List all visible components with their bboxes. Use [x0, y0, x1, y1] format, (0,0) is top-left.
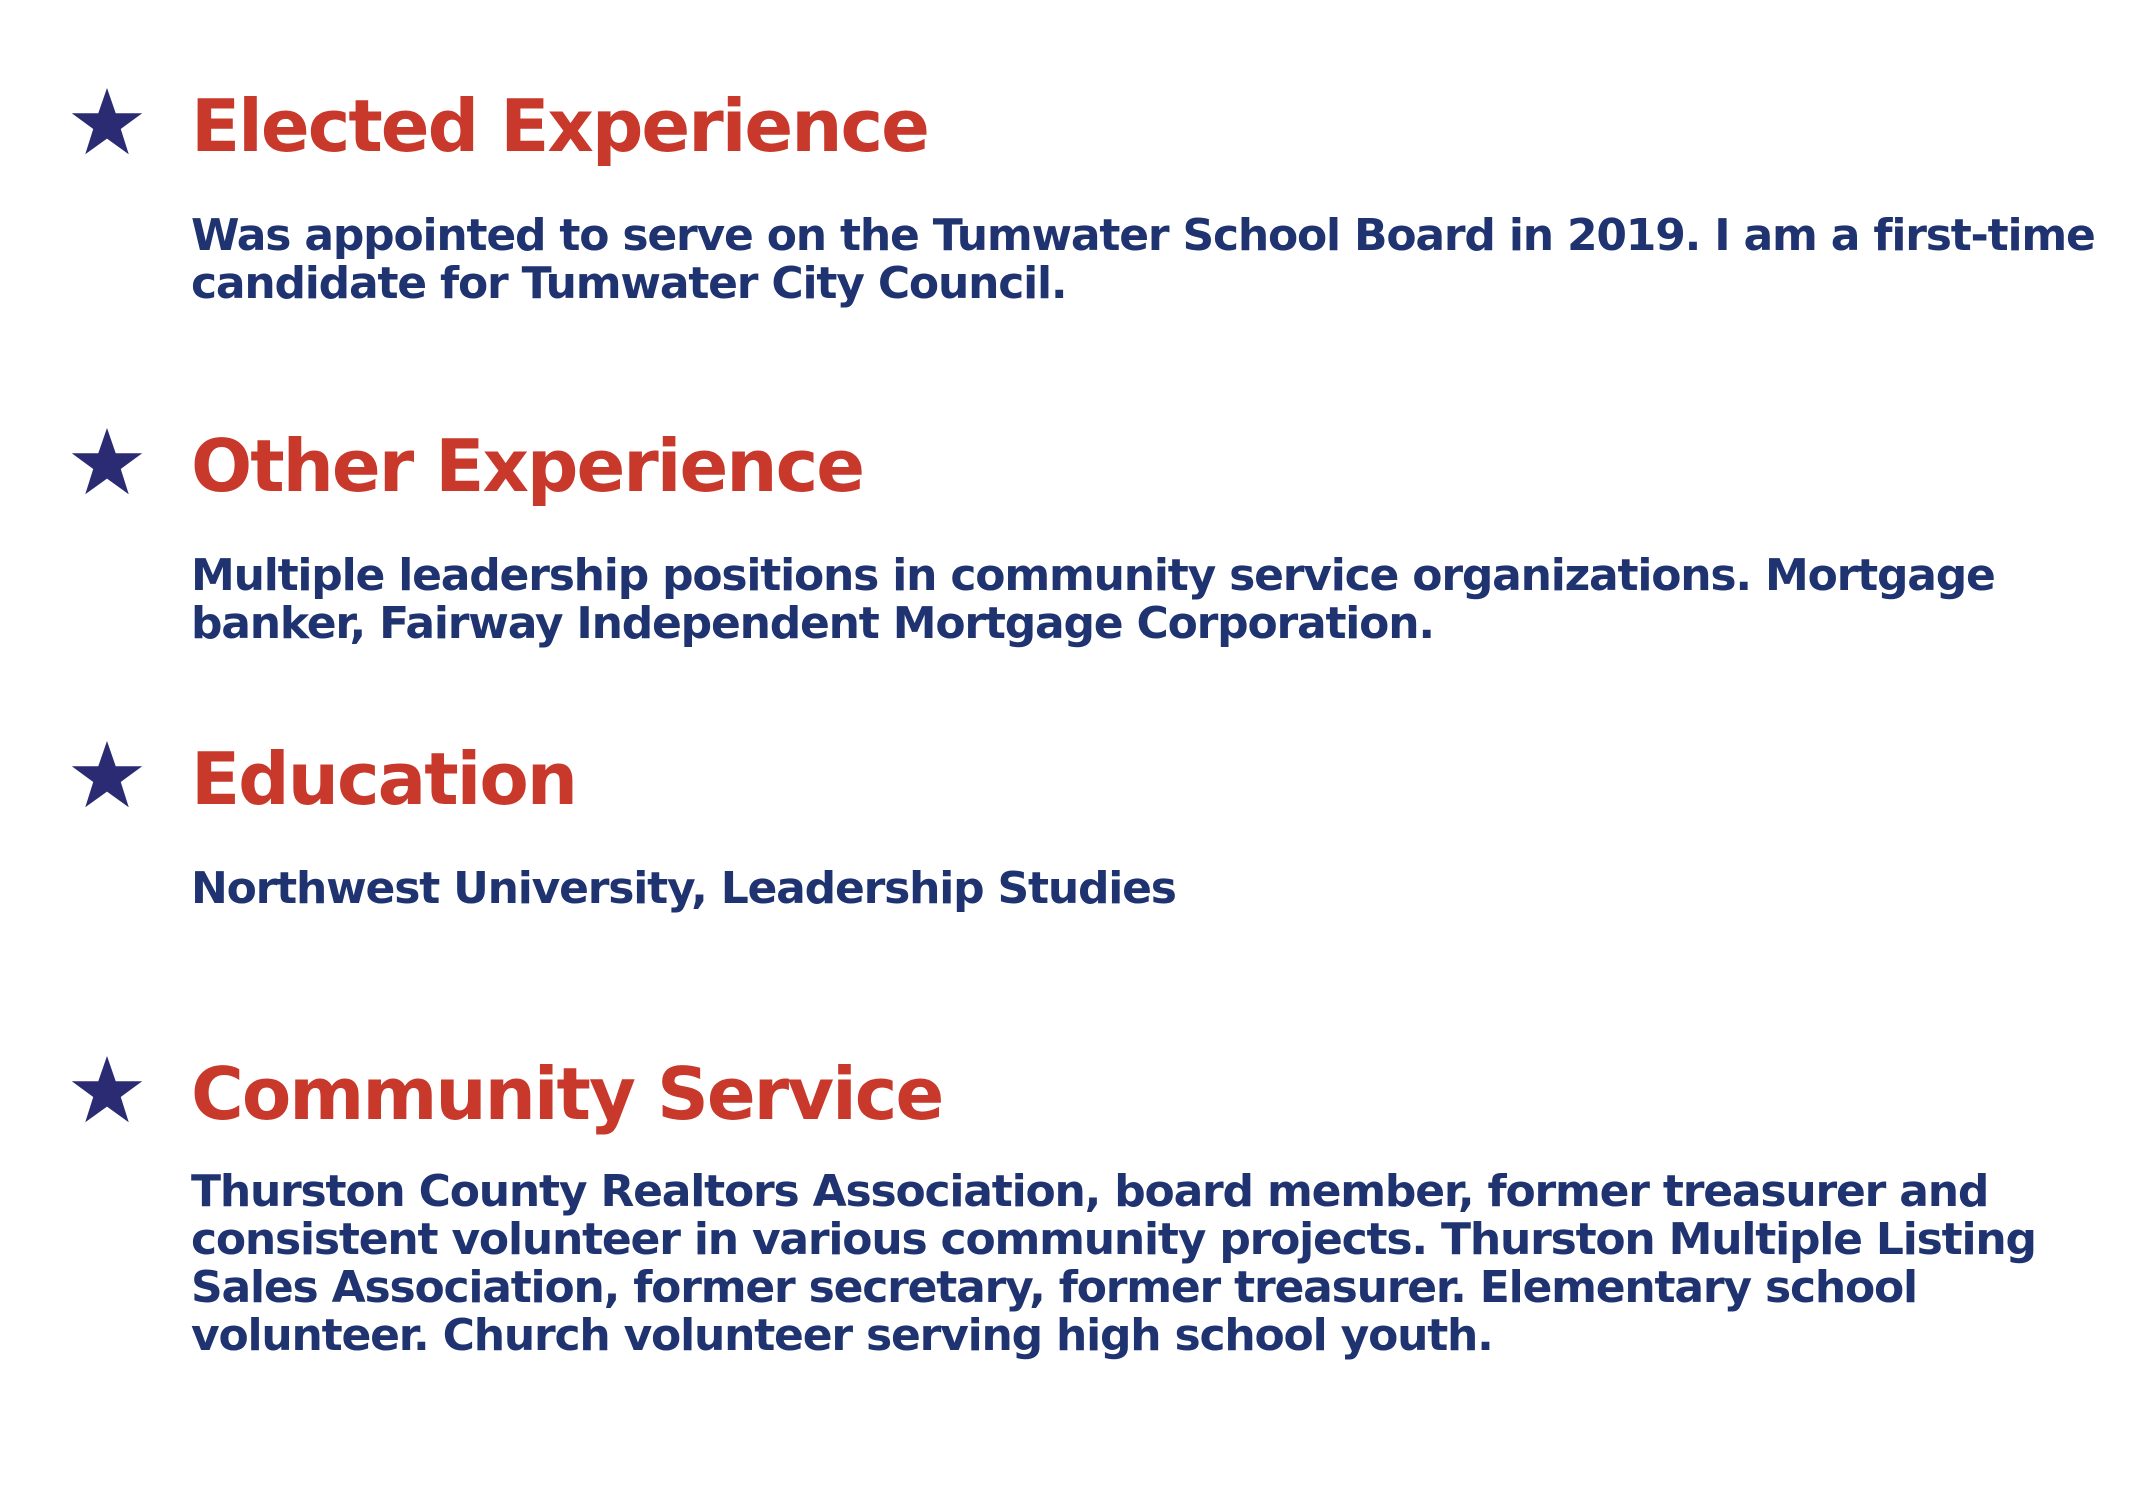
section-body: Was appointed to serve on the Tumwater School Board in 2019. I am a first-time candidate for Tumwater City Council. — [191, 210, 2095, 309]
section-heading: Education — [191, 737, 577, 821]
section-body: Thurston County Realtors Association, board member, former treasurer and consistent volunteer in various community projects. Thurston Multiple Listing Sales Association, former secretary, former treasurer. Elementary school volunteer. Church volunteer serving high school youth. — [191, 1166, 2036, 1361]
star-icon — [70, 1053, 144, 1127]
section-heading: Community Service — [191, 1052, 943, 1136]
section-body: Multiple leadership positions in community service organizations. Mortgage banker, Fairway Independent Mortgage Corporation. — [191, 550, 1995, 649]
star-icon — [70, 425, 144, 499]
star-icon — [70, 85, 144, 159]
section-heading: Other Experience — [191, 424, 864, 508]
section-body: Northwest University, Leadership Studies — [191, 863, 1176, 914]
star-icon — [70, 738, 144, 812]
section-heading: Elected Experience — [191, 84, 929, 168]
